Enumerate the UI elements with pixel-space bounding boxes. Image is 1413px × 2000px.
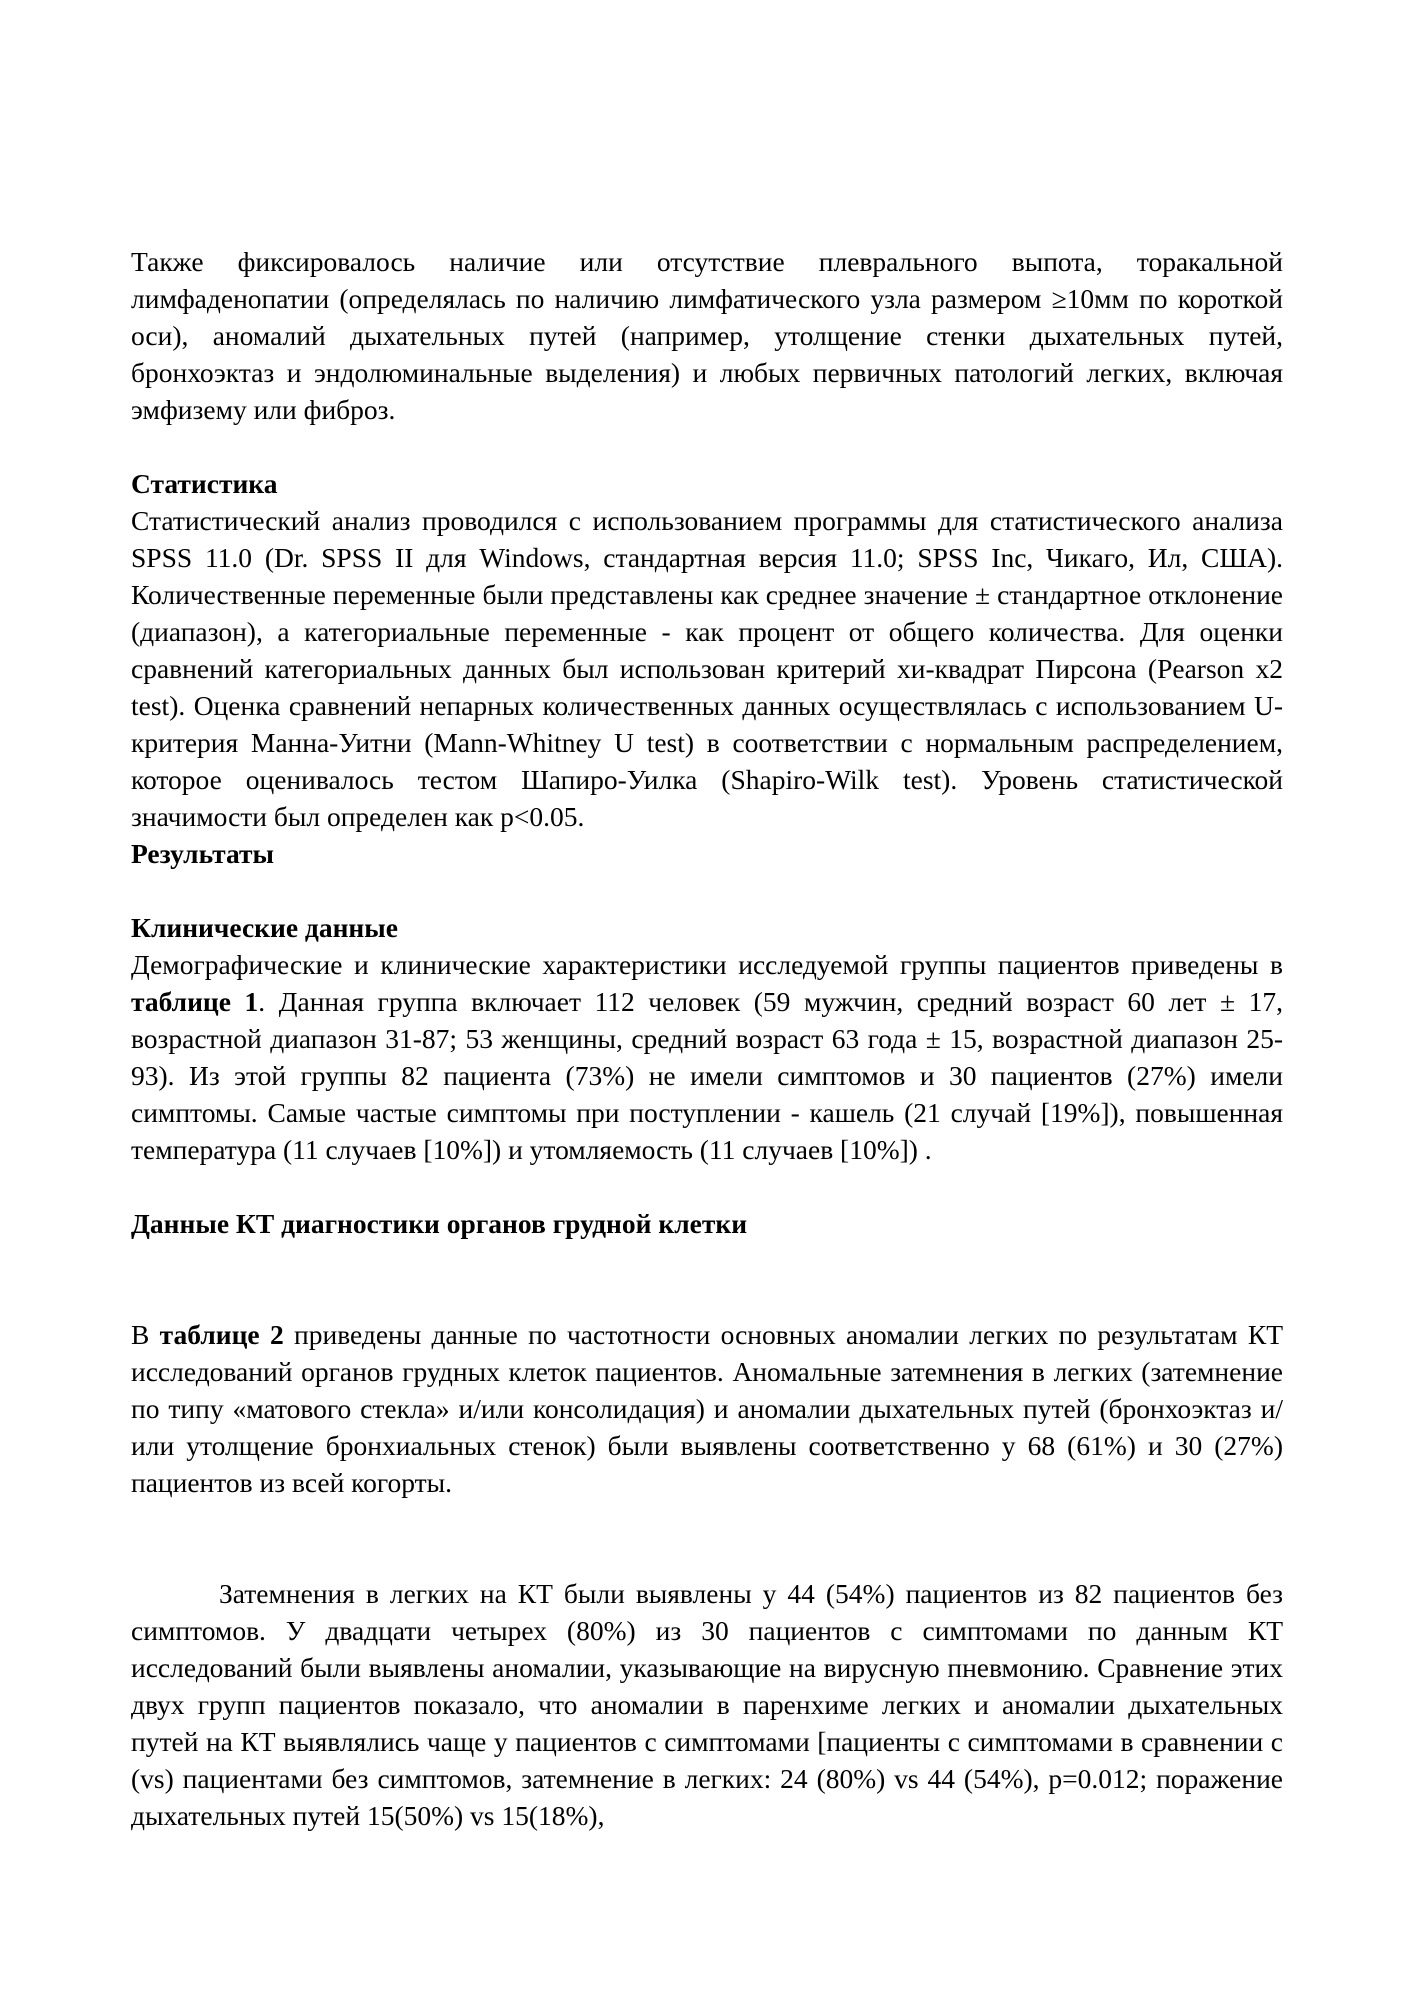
paragraph-symptomatic-vs-asymptomatic-comparison: Затемнения в легких на КТ были выявлены у 44 (54%) пациентов из 82 пациентов без симптомов. У двадцати четырех (80%) из 30 пациентов с симптомами по данным КТ исследований были выявлены аномалии, указывающие на вирусную пневмонию. Сравнение этих двух групп пациентов показало, что аномалии в паренхиме легких и аномалии дыхательных путей на КТ выявлялись чаще у пациентов с симптомами [пациенты с симптомами в сравнении с (vs) пациентами без симптомов, затемнение в легких: 24 (80%) vs 44 (54%), p=0.012; поражение дыхательных путей 15(50%) vs 15(18%),	[131, 1578, 1283, 1831]
clinical-text-segment: . Данная группа включает 112 человек (59 мужчин, средний возраст 60 лет ± 17, возрастной диапазон 31-87; 53 женщины, средний возраст 63 года ± 15, возрастной диапазон 25-93). Из этой группы 82 пациента (73%) не имели симптомов и 30 пациентов (27%) имели симптомы. Самые частые симптомы при поступлении - кашель (21 случай [19%]), повышенная температура (11 случаев [10%]) и утомляемость (11 случаев [10%]) .	[131, 986, 1283, 1165]
heading-results: Результаты	[131, 838, 274, 869]
clinical-text-segment: Демографические и клинические характеристики исследуемой группы пациентов приведены в	[131, 949, 1283, 980]
paragraph-ct-abnormality-frequency	[131, 1316, 1283, 1501]
ct-text-segment: приведены данные по частотности основных аномалии легких по результатам КТ исследований органов грудных клеток пациентов. Аномальные затемнения в легких (затемнение по типу «матового стекла» и/или консолидация) и аномалии дыхательных путей (бронхоэктаз и/или утолщение бронхиальных стенок) были выявлены соответственно у 68 (61%) и 30 (27%) пациентов из всей когорты.	[131, 1319, 1283, 1498]
heading-clinical-data: Клинические данные	[131, 912, 398, 943]
ct-text-segment: В	[131, 1319, 160, 1350]
heading-statistics: Статистика	[131, 468, 278, 499]
table2-reference: таблице 2	[159, 1319, 284, 1350]
paragraph-statistical-analysis: Статистический анализ проводился с использованием программы для статистического анализа SPSS 11.0 (Dr. SPSS II для Windows, стандартная версия 11.0; SPSS Inc, Чикаго, Ил, США). Количественные переменные были представлены как среднее значение ± стандартное отклонение (диапазон), а категориальные переменные - как процент от общего количества. Для оценки сравнений категориальных данных был использован критерий хи-квадрат Пирсона (Pearson x2 test). Оценка сравнений непарных количественных данных осуществлялась с использованием U-критерия Манна-Уитни (Mann-Whitney U test) в соответствии с нормальным распределением, которое оценивалось тестом Шапиро-Уилка (Shapiro-Wilk test). Уровень статистической значимости был определен как p<0.05.	[131, 505, 1283, 832]
heading-ct-chest-data: Данные КТ диагностики органов грудной клетки	[131, 1208, 748, 1239]
table1-reference: таблице 1	[131, 986, 259, 1017]
paragraph-clinical-characteristics	[131, 946, 1283, 1168]
paragraph-imaging-findings-recorded: Также фиксировалось наличие или отсутствие плеврального выпота, торакальной лимфаденопатии (определялась по наличию лимфатического узла размером ≥10мм по короткой оси), аномалий дыхательных путей (например, утолщение стенки дыхательных путей, бронхоэктаз и эндолюминальные выделения) и любых первичных патологий легких, включая эмфизему или фиброз.	[131, 246, 1283, 425]
